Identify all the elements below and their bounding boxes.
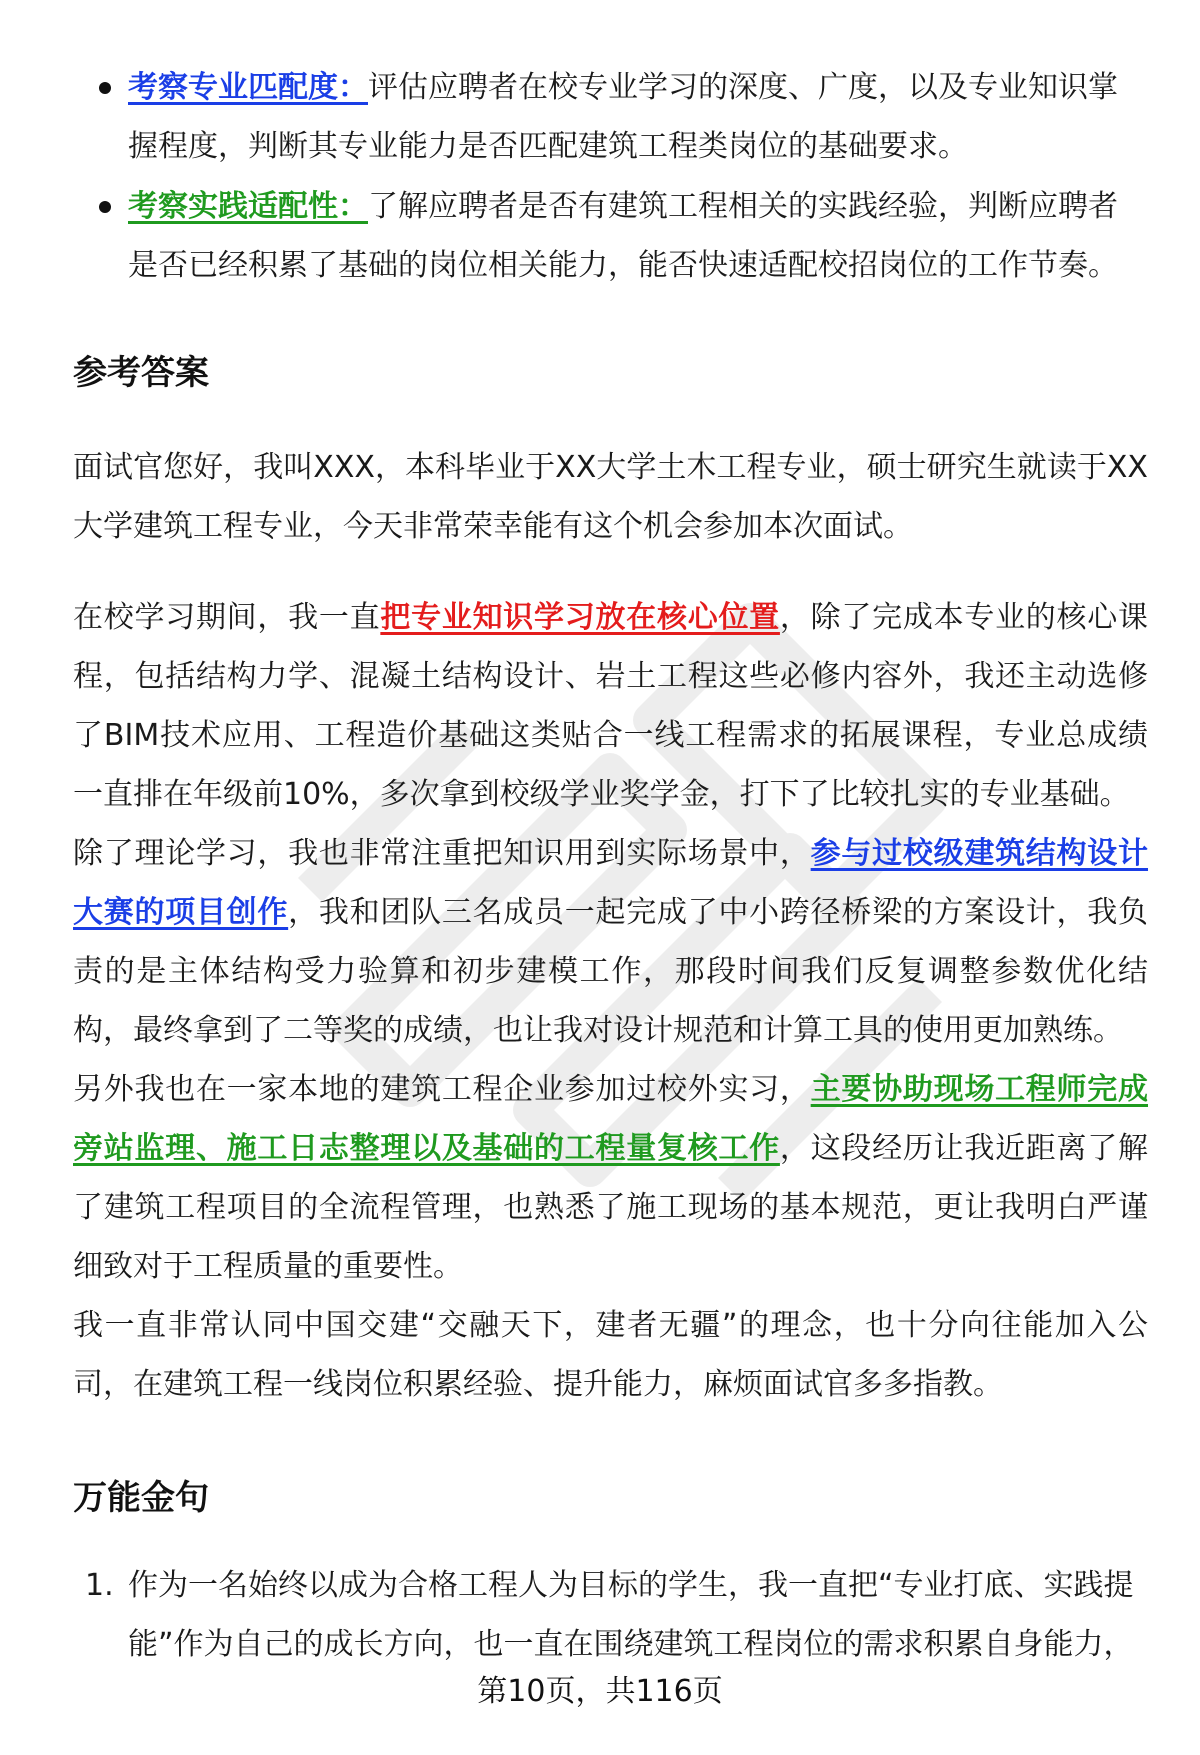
list-item: [73, 58, 1143, 176]
section-heading-reference-answer: 参考答案: [73, 353, 209, 393]
golden-sentence-text: 作为一名始终以成为合格工程人为目标的学生，我一直把“专业打底、实践提能”作为自己的成长方向，也一直在围绕建筑工程岗位的需求积累自身能力，: [128, 1568, 1134, 1662]
golden-sentence-list: [73, 1556, 1148, 1674]
answer-paragraph-internship: [73, 1060, 1148, 1296]
paragraph-text: 在校学习期间，我一直: [73, 600, 381, 635]
list-item: [73, 177, 1143, 295]
bullet-text: 了解应聘者是否有建筑工程相关的实践经验，判断应聘者是否已经积累了基础的岗位相关能力，能否快速适配校招岗位的工作节奏。: [128, 189, 1118, 283]
highlight-design-competition: 参与过校级建筑结构设计大赛的项目创作: [73, 836, 1149, 930]
highlight-internship-work: 主要协助现场工程师完成旁站监理、施工日志整理以及基础的工程量复核工作: [73, 1072, 1149, 1166]
list-number: 1.: [85, 1568, 114, 1603]
paragraph-text: ，我和团队三名成员一起完成了中小跨径桥梁的方案设计，我负责的是主体结构受力验算和初步建模工作，那段时间我们反复调整参数优化结构，最终拿到了二等奖的成绩，也让我对设计规范和计算工具的使用更加熟练。: [73, 895, 1149, 1048]
bullet-icon: [99, 201, 111, 213]
highlight-core-knowledge: 把专业知识学习放在核心位置: [380, 600, 780, 635]
paragraph-text: 另外我也在一家本地的建筑工程企业参加过校外实习，: [73, 1072, 811, 1107]
paragraph-text: ，这段经历让我近距离了解了建筑工程项目的全流程管理，也熟悉了施工现场的基本规范，更让我明白严谨细致对于工程质量的重要性。: [73, 1131, 1149, 1284]
answer-paragraph-competition: [73, 824, 1148, 1060]
criteria-list: [73, 58, 1143, 296]
highlight-professional-match: 考察专业匹配度：: [128, 70, 368, 105]
paragraph-text: 除了理论学习，我也非常注重把知识用到实际场景中，: [73, 836, 811, 871]
section-heading-golden-sentences: 万能金句: [73, 1478, 209, 1518]
answer-paragraph-intro: 面试官您好，我叫XXX，本科毕业于XX大学土木工程专业，硕士研究生就读于XX大学建筑工程专业，今天非常荣幸能有这个机会参加本次面试。: [73, 450, 1148, 544]
page-number: 第10页，共116页: [477, 1674, 723, 1709]
answer-paragraph-study: [73, 588, 1148, 824]
highlight-practice-fit: 考察实践适配性：: [128, 189, 368, 224]
bullet-text: 评估应聘者在校专业学习的深度、广度，以及专业知识掌握程度，判断其专业能力是否匹配建筑工程类岗位的基础要求。: [128, 70, 1118, 164]
answer-paragraph-closing: 我一直非常认同中国交建“交融天下，建者无疆”的理念，也十分向往能加入公司，在建筑工程一线岗位积累经验、提升能力，麻烦面试官多多指教。: [73, 1308, 1148, 1402]
bullet-icon: [99, 82, 111, 94]
list-item: [73, 1556, 1148, 1674]
paragraph-text: ，除了完成本专业的核心课程，包括结构力学、混凝土结构设计、岩土工程这些必修内容外，我还主动选修了BIM技术应用、工程造价基础这类贴合一线工程需求的拓展课程，专业总成绩一直排在年级前10%，多次拿到校级学业奖学金，打下了比较扎实的专业基础。: [73, 600, 1149, 812]
